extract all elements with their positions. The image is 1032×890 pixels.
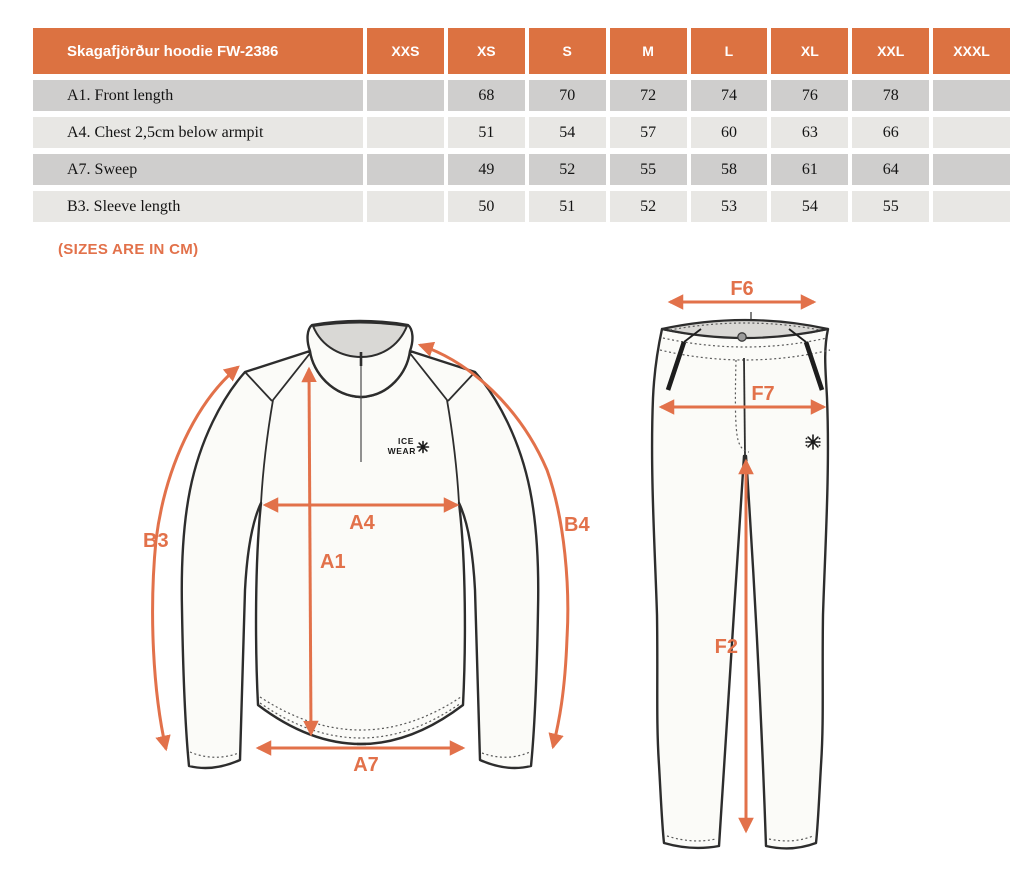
size-column-header-xs: XS bbox=[448, 28, 525, 74]
waist-button bbox=[738, 333, 746, 341]
size-value-cell: 63 bbox=[771, 117, 848, 148]
size-column-header-m: M bbox=[610, 28, 687, 74]
size-value-cell bbox=[933, 117, 1010, 148]
size-value-cell bbox=[933, 191, 1010, 222]
size-value-cell: 54 bbox=[529, 117, 606, 148]
size-column-header-s: S bbox=[529, 28, 606, 74]
label-f6: F6 bbox=[730, 278, 754, 300]
measurement-diagrams bbox=[0, 270, 1032, 890]
size-value-cell: 52 bbox=[529, 154, 606, 185]
size-value-cell bbox=[367, 191, 444, 222]
size-value-cell: 60 bbox=[691, 117, 768, 148]
measurement-row-label: A7. Sweep bbox=[33, 154, 363, 185]
size-value-cell bbox=[933, 154, 1010, 185]
label-f7: F7 bbox=[751, 383, 775, 405]
size-value-cell: 52 bbox=[610, 191, 687, 222]
measurement-row-label: B3. Sleeve length bbox=[33, 191, 363, 222]
snowflake-icon bbox=[806, 435, 821, 449]
label-b4: B4 bbox=[564, 514, 590, 536]
size-value-cell: 61 bbox=[771, 154, 848, 185]
size-column-header-xxs: XXS bbox=[367, 28, 444, 74]
sizes-unit-note: (SIZES ARE IN CM) bbox=[58, 241, 199, 258]
label-a4: A4 bbox=[349, 512, 375, 534]
size-column-header-xxl: XXL bbox=[852, 28, 929, 74]
size-column-header-l: L bbox=[691, 28, 768, 74]
size-value-cell bbox=[367, 117, 444, 148]
measurement-row-label: A1. Front length bbox=[33, 80, 363, 111]
size-value-cell: 54 bbox=[771, 191, 848, 222]
snowflake-icon bbox=[418, 442, 429, 453]
size-value-cell: 50 bbox=[448, 191, 525, 222]
size-value-cell: 55 bbox=[852, 191, 929, 222]
brand-logo-wear: WEAR bbox=[387, 446, 416, 456]
pants-diagram bbox=[652, 278, 830, 848]
size-value-cell: 64 bbox=[852, 154, 929, 185]
size-column-header-xl: XL bbox=[771, 28, 848, 74]
hoodie-outline bbox=[182, 351, 538, 768]
label-f2: F2 bbox=[714, 636, 738, 658]
label-a1: A1 bbox=[320, 551, 346, 573]
arrow-a1 bbox=[309, 369, 311, 734]
size-value-cell bbox=[933, 80, 1010, 111]
size-value-cell bbox=[367, 154, 444, 185]
label-b3: B3 bbox=[143, 530, 169, 552]
size-value-cell: 51 bbox=[529, 191, 606, 222]
size-value-cell: 70 bbox=[529, 80, 606, 111]
size-value-cell: 57 bbox=[610, 117, 687, 148]
size-value-cell: 72 bbox=[610, 80, 687, 111]
size-value-cell: 51 bbox=[448, 117, 525, 148]
size-value-cell: 78 bbox=[852, 80, 929, 111]
label-a7: A7 bbox=[353, 754, 379, 776]
size-value-cell: 76 bbox=[771, 80, 848, 111]
size-table bbox=[33, 28, 1010, 222]
size-value-cell: 68 bbox=[448, 80, 525, 111]
size-value-cell bbox=[367, 80, 444, 111]
table-title: Skagafjörður hoodie FW-2386 bbox=[33, 28, 363, 74]
size-value-cell: 49 bbox=[448, 154, 525, 185]
size-value-cell: 66 bbox=[852, 117, 929, 148]
size-value-cell: 58 bbox=[691, 154, 768, 185]
size-value-cell: 55 bbox=[610, 154, 687, 185]
brand-logo-ice: ICE bbox=[398, 436, 414, 446]
size-value-cell: 74 bbox=[691, 80, 768, 111]
hoodie-diagram bbox=[143, 321, 590, 776]
size-column-header-xxxl: XXXL bbox=[933, 28, 1010, 74]
measurement-row-label: A4. Chest 2,5cm below armpit bbox=[33, 117, 363, 148]
size-value-cell: 53 bbox=[691, 191, 768, 222]
